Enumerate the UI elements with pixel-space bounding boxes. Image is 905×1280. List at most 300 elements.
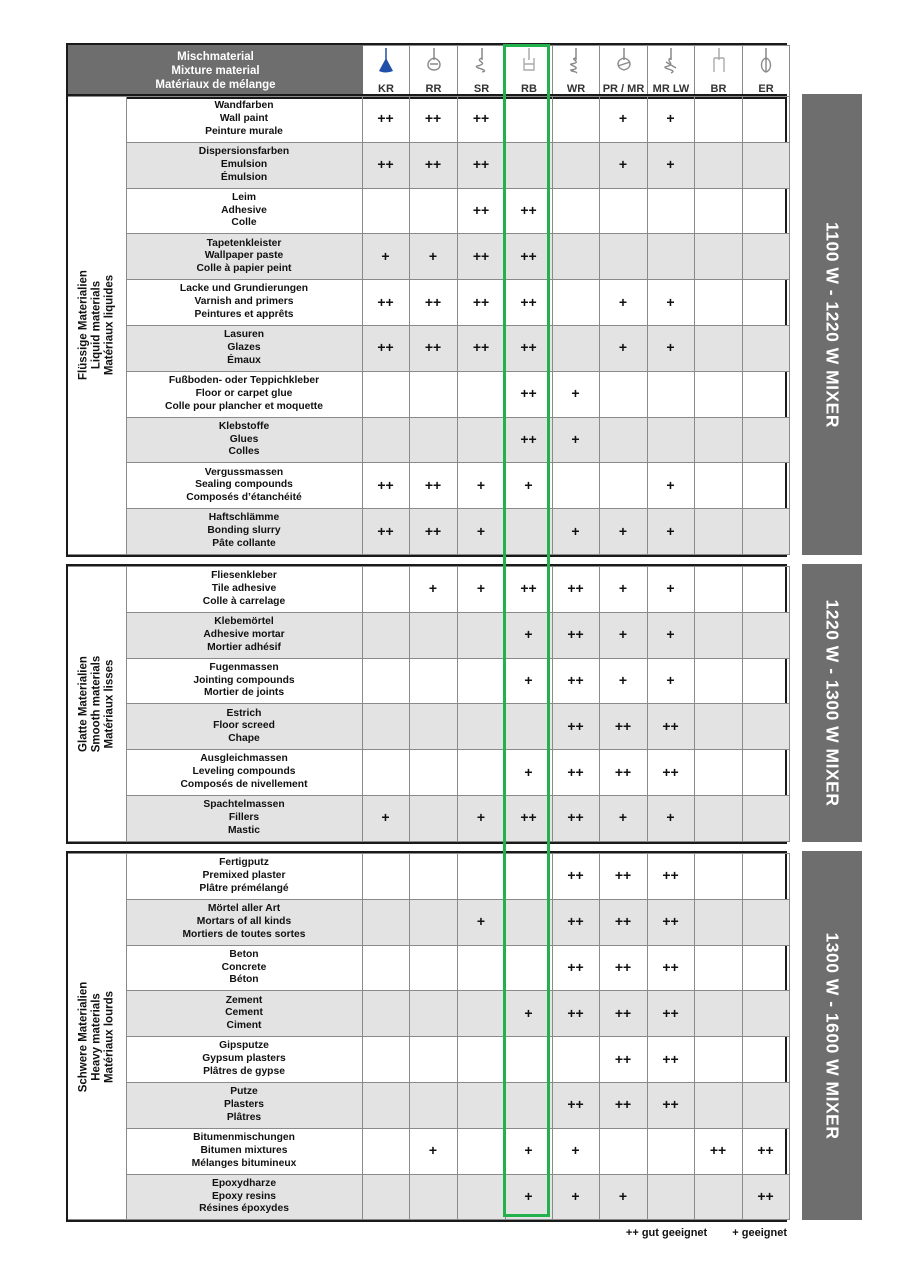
- suitability-cell: [505, 417, 552, 463]
- suitability-cell: [599, 142, 647, 188]
- suitability-cell: [599, 463, 647, 509]
- suitability-mark: +: [571, 430, 580, 447]
- suitability-cell: [362, 417, 409, 463]
- suitability-cell: [457, 1037, 505, 1083]
- wattage-band: [802, 851, 862, 1220]
- material-name: [126, 1128, 362, 1174]
- suitability-cell: [552, 658, 599, 704]
- suitability-mark: ++: [377, 476, 394, 493]
- suitability-cell: [742, 142, 789, 188]
- suitability-cell: [505, 658, 552, 704]
- category-line: Heavy materials: [90, 992, 103, 1081]
- suitability-mark: +: [666, 522, 675, 539]
- suitability-cell: [505, 142, 552, 188]
- suitability-cell: [742, 795, 789, 841]
- suitability-cell: [505, 463, 552, 509]
- suitability-cell: [599, 1128, 647, 1174]
- suitability-cell: [742, 463, 789, 509]
- suitability-cell: [409, 612, 457, 658]
- material-name-line: Plâtres de gypse: [203, 1065, 285, 1077]
- suitability-cell: [647, 854, 694, 900]
- material-name-line: Pâte collante: [212, 537, 276, 549]
- suitability-cell: [694, 1128, 742, 1174]
- suitability-cell: [742, 612, 789, 658]
- suitability-cell: [362, 854, 409, 900]
- helix-stirrer-icon: [565, 48, 587, 79]
- material-name-line: Estrich: [226, 707, 262, 719]
- material-name: [126, 567, 362, 613]
- wattage-band-label: 1220 W - 1300 W MIXER: [822, 599, 843, 807]
- suitability-mark: +: [618, 522, 628, 539]
- suitability-mark: ++: [662, 1096, 679, 1113]
- material-name-line: Composés d’étanchéité: [186, 492, 302, 504]
- material-name-line: Klebstoffe: [218, 420, 270, 432]
- suitability-mark: +: [524, 763, 533, 780]
- suitability-cell: [362, 325, 409, 371]
- table-row: [68, 1082, 789, 1128]
- suitability-cell: [694, 1082, 742, 1128]
- suitability-cell: [599, 1174, 647, 1220]
- suitability-cell: [552, 854, 599, 900]
- suitability-cell: [457, 567, 505, 613]
- category-line: Matériaux lourds: [103, 990, 116, 1083]
- suitability-cell: [552, 234, 599, 280]
- suitability-cell: [409, 658, 457, 704]
- tool-column-rr: [410, 46, 458, 97]
- suitability-cell: [409, 1082, 457, 1128]
- suitability-mark: ++: [567, 1096, 584, 1113]
- suitability-mark: +: [524, 626, 533, 643]
- material-name: [126, 417, 362, 463]
- suitability-mark: +: [524, 1004, 533, 1021]
- suitability-cell: [694, 750, 742, 796]
- suitability-mark: +: [571, 1187, 580, 1204]
- suitability-cell: [552, 280, 599, 326]
- suitability-cell: [694, 899, 742, 945]
- egg-stirrer-icon: [755, 48, 777, 79]
- material-name-line: Emulsion: [220, 158, 268, 170]
- suitability-cell: [647, 612, 694, 658]
- material-name-line: Adhesive mortar: [203, 628, 285, 640]
- suitability-cell: [742, 280, 789, 326]
- suitability-mark: ++: [757, 1187, 774, 1204]
- suitability-mark: +: [618, 580, 628, 597]
- material-name-line: Composés de nivellement: [180, 778, 308, 790]
- suitability-cell: [552, 1037, 599, 1083]
- suitability-mark: +: [618, 293, 628, 310]
- wattage-band-label: 1300 W - 1600 W MIXER: [822, 932, 843, 1139]
- suitability-mark: +: [666, 110, 675, 127]
- material-name-line: Lacke und Grundierungen: [179, 283, 309, 295]
- header-title: [69, 46, 363, 97]
- suitability-cell: [647, 509, 694, 555]
- tool-column-br: [695, 46, 743, 97]
- suitability-mark: ++: [424, 293, 442, 310]
- material-name-line: Beton: [229, 948, 259, 960]
- tool-column-wr: [553, 46, 600, 97]
- suitability-cell: [599, 280, 647, 326]
- suitability-cell: [742, 417, 789, 463]
- suitability-cell: [457, 991, 505, 1037]
- suitability-mark: ++: [662, 1050, 679, 1067]
- suitability-cell: [599, 371, 647, 417]
- material-name: [126, 795, 362, 841]
- suitability-cell: [647, 795, 694, 841]
- suitability-cell: [552, 945, 599, 991]
- suitability-cell: [409, 854, 457, 900]
- suitability-cell: [742, 97, 789, 143]
- suitability-cell: [694, 142, 742, 188]
- suitability-cell: [409, 899, 457, 945]
- suitability-cell: [362, 750, 409, 796]
- category-label: [77, 656, 116, 753]
- suitability-cell: [362, 1174, 409, 1220]
- suitability-cell: [409, 371, 457, 417]
- material-name-line: Sealing compounds: [195, 479, 293, 491]
- suitability-cell: [409, 945, 457, 991]
- suitability-mark: ++: [567, 580, 584, 597]
- suitability-cell: [742, 750, 789, 796]
- material-name-line: Colle à papier peint: [196, 263, 292, 275]
- wattage-band: [802, 564, 862, 842]
- suitability-mark: ++: [567, 717, 584, 734]
- material-name: [126, 97, 362, 143]
- material-name-line: Glues: [229, 433, 259, 445]
- suitability-mark: ++: [614, 867, 632, 884]
- paddle-stirrer-icon: [613, 48, 635, 79]
- suitability-cell: [647, 188, 694, 234]
- suitability-mark: ++: [472, 156, 490, 173]
- material-name-line: Mortars of all kinds: [196, 915, 292, 927]
- suitability-cell: [647, 280, 694, 326]
- suitability-mark: +: [618, 809, 628, 826]
- double-paddle-stirrer-icon: [660, 48, 682, 79]
- suitability-mark: +: [428, 247, 438, 264]
- material-name-line: Dispersionsfarben: [198, 146, 290, 157]
- spiral-stirrer-icon: [471, 48, 493, 79]
- suitability-mark: +: [428, 580, 438, 597]
- material-name-line: Colles: [228, 446, 260, 458]
- suitability-cell: [505, 280, 552, 326]
- suitability-cell: [409, 750, 457, 796]
- material-name-line: Émaux: [227, 354, 261, 366]
- material-name-line: Gipsputze: [219, 1040, 269, 1052]
- suitability-cell: [694, 567, 742, 613]
- suitability-cell: [694, 463, 742, 509]
- suitability-mark: ++: [614, 763, 632, 780]
- suitability-cell: [599, 612, 647, 658]
- material-name-line: Ciment: [226, 1020, 262, 1032]
- suitability-cell: [742, 945, 789, 991]
- suitability-mark: +: [476, 522, 486, 539]
- tool-code: MR LW: [652, 83, 690, 95]
- legend: [0, 1227, 787, 1239]
- suitability-cell: [742, 854, 789, 900]
- category-cell: [68, 567, 126, 842]
- suitability-cell: [457, 1174, 505, 1220]
- material-name: [126, 704, 362, 750]
- suitability-mark: ++: [472, 293, 490, 310]
- suitability-mark: +: [428, 1142, 438, 1159]
- material-name-line: Leim: [231, 191, 257, 203]
- suitability-cell: [694, 704, 742, 750]
- suitability-cell: [742, 991, 789, 1037]
- suitability-cell: [457, 280, 505, 326]
- table-row: [68, 1174, 789, 1220]
- suitability-cell: [742, 509, 789, 555]
- suitability-cell: [647, 1082, 694, 1128]
- blue-cone-mixer-icon: [375, 48, 397, 79]
- suitability-mark: ++: [520, 809, 537, 826]
- material-name-line: Tile adhesive: [211, 583, 277, 594]
- material-name-line: Mélanges bitumineux: [191, 1157, 297, 1169]
- suitability-cell: [457, 142, 505, 188]
- suitability-cell: [505, 371, 552, 417]
- suitability-cell: [409, 188, 457, 234]
- basket-stirrer-icon: [518, 48, 540, 79]
- suitability-cell: [505, 854, 552, 900]
- suitability-cell: [409, 463, 457, 509]
- suitability-mark: +: [618, 339, 628, 356]
- suitability-cell: [409, 417, 457, 463]
- suitability-mark: ++: [662, 867, 679, 884]
- suitability-cell: [599, 991, 647, 1037]
- suitability-cell: [694, 1037, 742, 1083]
- suitability-cell: [362, 280, 409, 326]
- tool-column-mr-lw: [648, 46, 695, 97]
- suitability-cell: [694, 945, 742, 991]
- suitability-cell: [599, 750, 647, 796]
- suitability-cell: [362, 612, 409, 658]
- suitability-cell: [505, 991, 552, 1037]
- material-name-line: Fillers: [228, 811, 260, 823]
- suitability-cell: [552, 142, 599, 188]
- suitability-cell: [552, 612, 599, 658]
- ring-stirrer-icon: [423, 48, 445, 79]
- suitability-cell: [647, 142, 694, 188]
- suitability-mark: ++: [520, 201, 537, 218]
- material-name-line: Wandfarben: [214, 100, 274, 112]
- suitability-cell: [409, 97, 457, 143]
- tool-code: WR: [566, 83, 586, 95]
- material-name-line: Premixed plaster: [202, 870, 286, 881]
- material-name: [126, 371, 362, 417]
- suitability-mark: +: [524, 1142, 533, 1159]
- suitability-cell: [599, 704, 647, 750]
- suitability-cell: [647, 704, 694, 750]
- suitability-cell: [457, 658, 505, 704]
- tool-column-rb: [506, 46, 553, 97]
- tool-column-sr: [458, 46, 506, 97]
- suitability-cell: [552, 97, 599, 143]
- suitability-cell: [599, 325, 647, 371]
- table-row: [68, 509, 789, 555]
- material-name-line: Béton: [229, 974, 259, 986]
- table-row: [68, 567, 789, 613]
- suitability-cell: [647, 417, 694, 463]
- suitability-cell: [362, 795, 409, 841]
- suitability-cell: [599, 417, 647, 463]
- material-name-line: Bonding slurry: [207, 525, 281, 537]
- material-name-line: Cement: [225, 1007, 263, 1019]
- material-section: [66, 851, 787, 1222]
- suitability-cell: [505, 509, 552, 555]
- suitability-mark: ++: [424, 156, 442, 173]
- suitability-mark: ++: [567, 1004, 584, 1021]
- suitability-mark: ++: [614, 913, 632, 930]
- suitability-mark: ++: [662, 913, 679, 930]
- header-title-line: Mischmaterial: [177, 51, 254, 63]
- suitability-mark: ++: [520, 247, 537, 264]
- material-name-line: Glazes: [227, 341, 261, 353]
- suitability-cell: [599, 658, 647, 704]
- material-name-line: Peinture murale: [205, 125, 283, 137]
- suitability-cell: [742, 188, 789, 234]
- suitability-mark: ++: [424, 110, 442, 127]
- suitability-cell: [552, 1082, 599, 1128]
- suitability-cell: [457, 1082, 505, 1128]
- suitability-cell: [694, 854, 742, 900]
- suitability-mark: +: [524, 476, 533, 493]
- material-name-line: Colle pour plancher et moquette: [165, 400, 323, 412]
- suitability-cell: [694, 325, 742, 371]
- suitability-cell: [362, 1037, 409, 1083]
- suitability-cell: [457, 704, 505, 750]
- material-name-line: Chape: [228, 733, 260, 745]
- suitability-cell: [647, 234, 694, 280]
- suitability-mark: ++: [520, 580, 537, 597]
- suitability-mark: ++: [614, 958, 632, 975]
- suitability-cell: [599, 509, 647, 555]
- material-name-line: Putze: [230, 1086, 258, 1098]
- suitability-cell: [505, 1037, 552, 1083]
- suitability-cell: [647, 1128, 694, 1174]
- material-name-line: Bitumenmischungen: [193, 1131, 295, 1143]
- suitability-cell: [409, 1037, 457, 1083]
- suitability-cell: [409, 991, 457, 1037]
- suitability-cell: [457, 234, 505, 280]
- suitability-cell: [457, 371, 505, 417]
- suitability-cell: [457, 97, 505, 143]
- suitability-cell: [552, 325, 599, 371]
- suitability-cell: [409, 325, 457, 371]
- wattage-band: [802, 94, 862, 555]
- suitability-cell: [457, 1128, 505, 1174]
- suitability-cell: [647, 325, 694, 371]
- suitability-mark: ++: [520, 430, 537, 447]
- suitability-mark: +: [618, 110, 628, 127]
- table-row: [68, 795, 789, 841]
- suitability-mark: +: [476, 913, 486, 930]
- table-row: [68, 945, 789, 991]
- suitability-mark: ++: [567, 958, 584, 975]
- tool-column-er: [743, 46, 790, 97]
- suitability-cell: [362, 234, 409, 280]
- legend-single-plus: + geeignet: [732, 1227, 787, 1239]
- suitability-mark: +: [666, 671, 675, 688]
- suitability-cell: [552, 1174, 599, 1220]
- material-name-line: Peintures et apprêts: [194, 308, 294, 320]
- suitability-cell: [505, 97, 552, 143]
- suitability-cell: [599, 567, 647, 613]
- material-name-line: Plasters: [223, 1098, 265, 1110]
- suitability-cell: [457, 854, 505, 900]
- material-section: [66, 564, 787, 844]
- suitability-cell: [409, 509, 457, 555]
- suitability-mark: ++: [472, 110, 490, 127]
- suitability-cell: [742, 1037, 789, 1083]
- material-name-line: Colle: [231, 217, 257, 229]
- suitability-cell: [409, 142, 457, 188]
- material-name-line: Bitumen mixtures: [200, 1144, 288, 1156]
- suitability-mark: ++: [567, 626, 584, 643]
- table-row: [68, 750, 789, 796]
- suitability-cell: [552, 991, 599, 1037]
- suitability-cell: [362, 704, 409, 750]
- suitability-mark: ++: [472, 201, 490, 218]
- category-cell: [68, 854, 126, 1220]
- material-name-line: Fugenmassen: [209, 661, 279, 673]
- suitability-cell: [742, 658, 789, 704]
- material-name-line: Spachtelmassen: [203, 799, 285, 811]
- suitability-cell: [552, 417, 599, 463]
- material-name-line: Émulsion: [220, 171, 268, 183]
- suitability-cell: [505, 325, 552, 371]
- table-row: [68, 280, 789, 326]
- tool-code: ER: [758, 83, 774, 95]
- suitability-cell: [505, 188, 552, 234]
- suitability-mark: ++: [377, 339, 394, 356]
- suitability-mark: +: [666, 626, 675, 643]
- material-name: [126, 658, 362, 704]
- material-name-line: Fußboden- oder Teppichkleber: [168, 374, 320, 386]
- table-row: [68, 234, 789, 280]
- suitability-cell: [647, 371, 694, 417]
- suitability-mark: ++: [377, 293, 394, 310]
- material-name: [126, 325, 362, 371]
- tool-code: PR / MR: [602, 83, 645, 95]
- material-name-line: Zement: [225, 994, 263, 1006]
- suitability-cell: [362, 509, 409, 555]
- suitability-cell: [505, 1174, 552, 1220]
- suitability-cell: [362, 142, 409, 188]
- suitability-cell: [362, 97, 409, 143]
- suitability-cell: [694, 97, 742, 143]
- suitability-cell: [505, 704, 552, 750]
- suitability-cell: [552, 795, 599, 841]
- suitability-cell: [694, 371, 742, 417]
- suitability-cell: [457, 945, 505, 991]
- suitability-cell: [362, 899, 409, 945]
- suitability-cell: [694, 1174, 742, 1220]
- table-row: [68, 1128, 789, 1174]
- suitability-cell: [409, 567, 457, 613]
- table-row: [68, 417, 789, 463]
- suitability-cell: [552, 371, 599, 417]
- table-row: [68, 325, 789, 371]
- material-name-line: Lasuren: [223, 329, 265, 341]
- material-name-line: Adhesive: [221, 204, 267, 216]
- suitability-cell: [457, 795, 505, 841]
- suitability-mark: ++: [424, 339, 442, 356]
- suitability-mark: ++: [662, 717, 679, 734]
- suitability-cell: [647, 899, 694, 945]
- suitability-cell: [552, 567, 599, 613]
- suitability-mark: +: [571, 1142, 580, 1159]
- material-name: [126, 750, 362, 796]
- material-name: [126, 945, 362, 991]
- suitability-cell: [409, 234, 457, 280]
